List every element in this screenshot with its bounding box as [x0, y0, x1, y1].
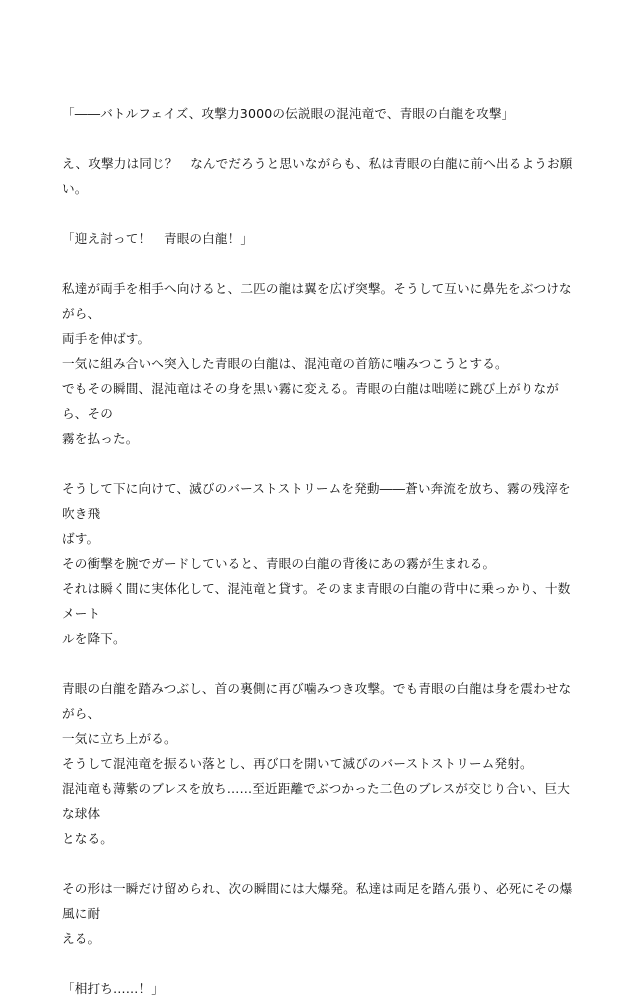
blank-line — [62, 251, 582, 276]
text-line: 私達が両手を相手へ向けると、二匹の龍は翼を広げ突撃。そうして互いに鼻先をぶつけながら、 — [62, 281, 572, 321]
text-line: 混沌竜も薄紫のブレスを放ち……至近距離でぶつかった二色のブレスが交じり合い、巨大な球体 — [62, 781, 570, 821]
blank-line — [62, 851, 582, 876]
text-line: ばす。 — [62, 531, 100, 546]
blank-line — [62, 451, 582, 476]
text-line: 「迎え討って！ 青眼の白龍！」 — [62, 231, 254, 246]
blank-line — [62, 201, 582, 226]
blank-line — [62, 126, 582, 151]
blank-line — [62, 651, 582, 676]
text-line: 霧を払った。 — [62, 431, 139, 446]
text-line: ルを降下。 — [62, 631, 126, 646]
text-line: その形は一瞬だけ留められ、次の瞬間には大爆発。私達は両足を踏ん張り、必死にその爆風に耐 — [62, 881, 573, 921]
text-line: そうして下に向けて、滅びのバーストストリームを発動――蒼い奔流を放ち、霧の残滓を吹き飛 — [62, 481, 571, 521]
text-line: え、攻撃力は同じ？ なんでだろうと思いながらも、私は青眼の白龍に前へ出るようお願い。 — [62, 156, 573, 196]
text-line: 「――バトルフェイズ、攻撃力3000の伝説眼の混沌竜で、青眼の白龍を攻撃」 — [62, 106, 515, 121]
text-line: 青眼の白龍を踏みつぶし、首の裏側に再び噛みつき攻撃。でも青眼の白龍は身を震わせながら、 — [62, 681, 572, 721]
text-line: それは瞬く間に実体化して、混沌竜と貸す。そのまま青眼の白龍の背中に乗っかり、十数メート — [62, 581, 571, 621]
text-line: 一気に立ち上がる。 — [62, 731, 177, 746]
text-line: 「相打ち……！」 — [62, 981, 164, 996]
text-line: 一気に組み合いへ突入した青眼の白龍は、混沌竜の首筋に噛みつこうとする。 — [62, 356, 508, 371]
text-line: その衝撃を腕でガードしていると、青眼の白龍の背後にあの霧が生まれる。 — [62, 556, 496, 571]
text-line: でもその瞬間、混沌竜はその身を黒い霧に変える。青眼の白龍は咄嗟に跳び上がりながら、その — [62, 381, 560, 421]
document-body — [62, 101, 582, 1001]
text-line: える。 — [62, 931, 101, 946]
text-line: となる。 — [62, 831, 113, 846]
blank-line — [62, 951, 582, 976]
text-line: そうして混沌竜を振るい落とし、再び口を開いて滅びのバーストストリーム発射。 — [62, 756, 533, 771]
text-line: 両手を伸ばす。 — [62, 331, 151, 346]
